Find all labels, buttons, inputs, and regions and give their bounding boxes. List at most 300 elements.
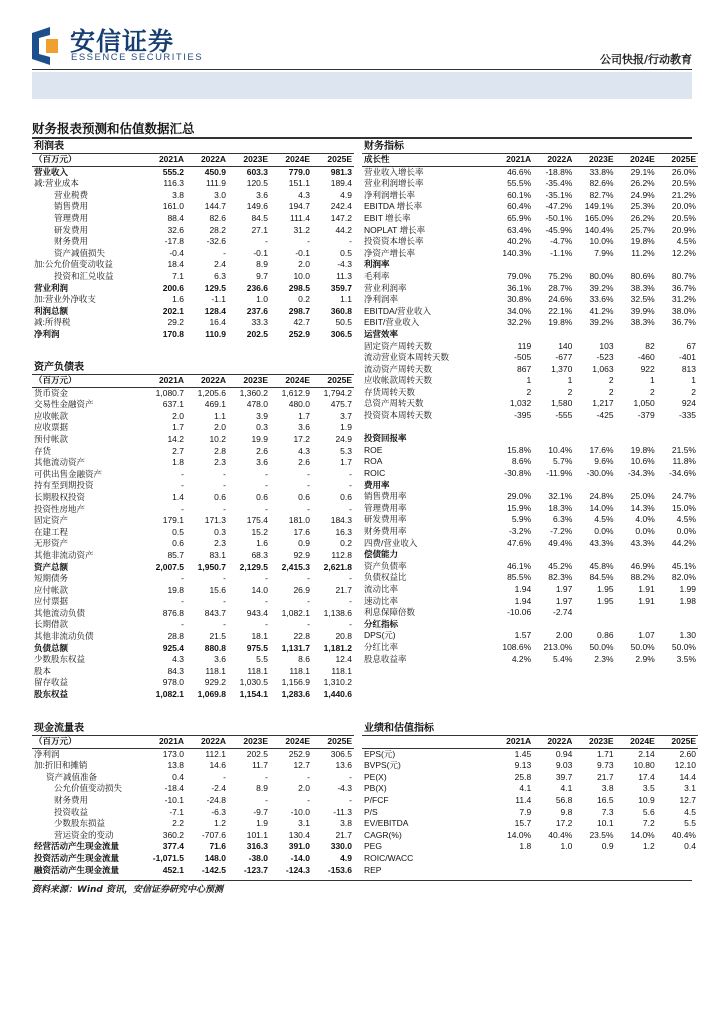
row-value: 2.9% bbox=[635, 653, 655, 664]
row-value: 36.7% bbox=[671, 317, 696, 328]
row-value: 38.0% bbox=[671, 305, 696, 316]
row-value: 330.0 bbox=[330, 841, 352, 852]
row-value: -10.0 bbox=[290, 806, 310, 817]
row-value: -47.2% bbox=[545, 201, 573, 212]
row-value bbox=[492, 865, 533, 877]
row-value: 108.6% bbox=[502, 641, 532, 652]
row-value: 3.6 bbox=[298, 422, 310, 433]
row-value: 1.97 bbox=[555, 595, 573, 606]
table-row bbox=[32, 504, 354, 516]
table-row bbox=[362, 783, 698, 795]
year-header-row bbox=[362, 154, 698, 167]
row-value: 2 bbox=[608, 386, 614, 397]
row-value: 25.3% bbox=[630, 201, 655, 212]
year-header: 2021A bbox=[144, 736, 186, 749]
row-value: 1,138.6 bbox=[323, 607, 352, 618]
row-value: 50.5 bbox=[335, 317, 352, 328]
row-value: 140 bbox=[558, 340, 573, 351]
row-label bbox=[362, 422, 492, 434]
row-value: 149.1% bbox=[584, 201, 614, 212]
row-label: 净利润率 bbox=[364, 294, 399, 305]
row-value: 63.4% bbox=[507, 224, 532, 235]
row-value: 21.5% bbox=[671, 444, 696, 455]
row-value: 17.2 bbox=[555, 818, 573, 829]
table-row bbox=[362, 364, 698, 376]
panel-title-label: 资产负债表 bbox=[34, 362, 84, 373]
row-value: 1.71 bbox=[597, 748, 614, 759]
row-value: 6.3 bbox=[214, 270, 226, 281]
row-value: 120.5 bbox=[246, 178, 268, 189]
year-header-row bbox=[32, 154, 354, 167]
table-row bbox=[362, 445, 698, 457]
row-value: 3.8 bbox=[340, 818, 352, 829]
row-value: 110.9 bbox=[205, 328, 226, 339]
row-value: 3.0 bbox=[214, 189, 226, 200]
row-value: 14.6 bbox=[209, 760, 226, 771]
table-row bbox=[362, 248, 698, 260]
row-value: - bbox=[265, 236, 268, 247]
row-label: 投资资本周转天数 bbox=[364, 410, 433, 421]
row-value: 19.8 bbox=[167, 584, 184, 595]
row-value: 56.8 bbox=[555, 794, 573, 805]
row-value: 29.1% bbox=[630, 166, 655, 177]
row-value: 5.9% bbox=[511, 514, 532, 525]
year-header: 2021A bbox=[492, 736, 533, 749]
row-value: -124.3 bbox=[285, 864, 310, 875]
table-row bbox=[32, 643, 354, 655]
group-header bbox=[362, 480, 698, 492]
row-value: 18.4 bbox=[167, 259, 184, 270]
row-value: - bbox=[223, 596, 226, 607]
row-value: 12.7 bbox=[679, 794, 696, 805]
table-row bbox=[32, 772, 354, 784]
table-row bbox=[32, 178, 354, 190]
row-value: 36.7% bbox=[671, 282, 696, 293]
row-value: 45.8% bbox=[589, 560, 614, 571]
table-row bbox=[32, 608, 354, 620]
row-value: 978.0 bbox=[162, 677, 184, 688]
row-value: 181.0 bbox=[288, 515, 310, 526]
row-value: 2.3 bbox=[214, 457, 226, 468]
panel-title bbox=[32, 722, 354, 736]
row-label: 销售费用率 bbox=[364, 491, 407, 502]
row-value: 17.2 bbox=[293, 433, 310, 444]
row-value: 9.73 bbox=[597, 760, 614, 771]
row-value: 0.0% bbox=[594, 526, 614, 536]
row-value: 49.4% bbox=[548, 537, 573, 548]
row-value: 0.4 bbox=[684, 841, 696, 852]
row-value: 2.2 bbox=[172, 818, 184, 829]
row-value: -10.1 bbox=[164, 794, 184, 805]
row-value: 5.4% bbox=[553, 653, 573, 664]
row-value: -18.8% bbox=[545, 166, 573, 177]
row-value: 0.0% bbox=[635, 526, 655, 536]
year-header: 2024E bbox=[270, 154, 312, 167]
row-value: 2.6 bbox=[256, 445, 268, 456]
row-value: - bbox=[223, 573, 226, 584]
header-divider bbox=[32, 69, 692, 70]
row-value: 922 bbox=[640, 363, 655, 374]
table-row bbox=[32, 830, 354, 842]
row-value: 1,080.7 bbox=[155, 387, 184, 398]
row-value: 5.5 bbox=[256, 654, 268, 665]
row-label: 加:折旧和摊销 bbox=[34, 760, 88, 771]
table-row bbox=[32, 760, 354, 772]
row-value: -677 bbox=[555, 352, 573, 363]
row-label: 利润总额 bbox=[34, 305, 69, 316]
row-value: 2.14 bbox=[638, 748, 655, 759]
row-value: -1,071.5 bbox=[152, 852, 184, 863]
row-value: 298.5 bbox=[288, 282, 310, 293]
row-label: 研发费用 bbox=[54, 224, 89, 235]
table-row bbox=[362, 456, 698, 468]
table-row bbox=[362, 225, 698, 237]
table-row bbox=[32, 387, 354, 399]
row-value: 4.2% bbox=[511, 653, 532, 664]
row-value: 1.94 bbox=[514, 583, 532, 594]
row-value: -50.1% bbox=[545, 212, 573, 223]
row-value: 40.4% bbox=[671, 829, 696, 840]
row-value: 16.4 bbox=[209, 317, 226, 328]
row-value: -17.8 bbox=[164, 236, 184, 247]
row-value: 2.0 bbox=[298, 783, 310, 794]
row-value: 147.2 bbox=[330, 212, 352, 223]
row-value: 1.9 bbox=[256, 818, 268, 829]
row-label: EBITDA 增长率 bbox=[364, 201, 423, 212]
row-value: - bbox=[349, 771, 352, 782]
row-value: 43.3% bbox=[630, 537, 655, 548]
row-value bbox=[492, 422, 533, 434]
row-value: 34.0% bbox=[507, 305, 532, 316]
row-value: 42.7 bbox=[293, 317, 310, 328]
row-label: 存货周转天数 bbox=[364, 386, 416, 397]
row-label: REP bbox=[364, 864, 382, 875]
row-value: 28.8 bbox=[167, 631, 184, 642]
row-value: 1,069.8 bbox=[197, 689, 226, 700]
row-value: 1 bbox=[567, 375, 573, 386]
row-label: 流动营业资本周转天数 bbox=[364, 352, 450, 363]
row-label: 其他非流动负债 bbox=[34, 631, 94, 642]
row-value: 1.1 bbox=[214, 410, 226, 421]
row-label: 应付票据 bbox=[34, 596, 69, 607]
row-label: 研发费用率 bbox=[364, 514, 407, 525]
table-row bbox=[362, 341, 698, 353]
row-label: 固定资产周转天数 bbox=[364, 340, 433, 351]
balance-sheet-table bbox=[32, 361, 354, 701]
row-value: 24.6% bbox=[548, 294, 573, 305]
row-value: 46.1% bbox=[507, 560, 532, 571]
table-row bbox=[362, 317, 698, 329]
row-value: 5.6 bbox=[642, 806, 655, 817]
year-header-row bbox=[362, 736, 698, 749]
row-value: 1.07 bbox=[638, 630, 655, 641]
row-value: 20.0% bbox=[671, 201, 696, 212]
row-label: BVPS(元) bbox=[364, 760, 401, 771]
row-label: DPS(元) bbox=[364, 630, 396, 641]
row-value: - bbox=[349, 619, 352, 630]
row-value: 43.3% bbox=[589, 537, 614, 548]
year-header: 2025E bbox=[312, 736, 354, 749]
table-row bbox=[32, 585, 354, 597]
row-value: - bbox=[181, 619, 184, 630]
row-label: 投资性房地产 bbox=[34, 503, 86, 514]
row-value: 84.5% bbox=[589, 572, 614, 583]
row-label: 无形资产 bbox=[34, 538, 69, 549]
row-value: 7.1 bbox=[172, 270, 184, 281]
row-value: 40.4% bbox=[548, 829, 573, 840]
row-value: 0.9 bbox=[298, 538, 310, 549]
row-label: 销售费用 bbox=[54, 201, 89, 212]
year-header: 2024E bbox=[270, 736, 312, 749]
row-value: -14.0 bbox=[290, 852, 310, 863]
row-value: 1,082.1 bbox=[155, 689, 184, 700]
row-value bbox=[492, 853, 533, 865]
year-header: 2023E bbox=[574, 736, 615, 749]
table-row bbox=[32, 619, 354, 631]
group-header bbox=[362, 619, 698, 631]
row-value: 11.3 bbox=[336, 270, 352, 281]
row-value: 111.4 bbox=[289, 212, 310, 223]
row-value: -3.2% bbox=[508, 526, 532, 536]
row-value: 360.8 bbox=[330, 305, 352, 316]
row-value: 118.1 bbox=[289, 665, 310, 676]
row-value: 1.99 bbox=[679, 583, 696, 594]
table-row bbox=[362, 841, 698, 853]
row-value: 3.7 bbox=[340, 410, 352, 421]
row-value: 0.5 bbox=[340, 247, 352, 258]
row-value: - bbox=[307, 596, 310, 607]
row-value: 45.2% bbox=[548, 560, 573, 571]
row-label: 营业利润 bbox=[34, 282, 69, 293]
row-value: -505 bbox=[514, 352, 532, 363]
row-value: - bbox=[349, 503, 352, 514]
row-value: 1,612.9 bbox=[281, 387, 310, 398]
row-value: -425 bbox=[596, 410, 614, 421]
row-value: 24.8% bbox=[589, 491, 614, 502]
row-value bbox=[574, 853, 615, 865]
row-value: 11.8% bbox=[672, 456, 696, 467]
table-row bbox=[362, 584, 698, 596]
row-value: 6.3% bbox=[553, 514, 573, 525]
row-value: 3.9 bbox=[256, 410, 268, 421]
group-header bbox=[362, 259, 698, 271]
year-header-row bbox=[32, 375, 354, 388]
row-value: 118.1 bbox=[205, 665, 226, 676]
row-label: 财务费用率 bbox=[364, 526, 407, 536]
row-value: 2.60 bbox=[679, 748, 696, 759]
row-label: 加:公允价值变动收益 bbox=[34, 259, 113, 270]
table-row bbox=[32, 865, 354, 877]
row-value: 19.8% bbox=[548, 317, 573, 328]
row-value: 478.0 bbox=[246, 399, 268, 410]
table-row bbox=[362, 375, 698, 387]
row-value: 1,156.9 bbox=[281, 677, 310, 688]
row-value: - bbox=[265, 619, 268, 630]
row-value: 1.6 bbox=[256, 538, 268, 549]
row-value: 19.8% bbox=[630, 236, 655, 247]
table-row bbox=[362, 538, 698, 550]
row-value: 7.9 bbox=[519, 806, 532, 817]
table-row bbox=[32, 213, 354, 225]
row-value: 148.0 bbox=[204, 852, 226, 863]
panel-title bbox=[32, 361, 354, 375]
table-row bbox=[362, 760, 698, 772]
row-value: 3.8 bbox=[172, 189, 184, 200]
essence-logo-icon bbox=[32, 27, 58, 65]
row-value: 3.5% bbox=[676, 653, 696, 664]
row-value: 21.5 bbox=[209, 631, 226, 642]
row-label: 在建工程 bbox=[34, 526, 69, 537]
row-value: 1.91 bbox=[638, 595, 655, 606]
row-value: 85.5% bbox=[507, 572, 532, 583]
row-value: 11.7 bbox=[252, 760, 268, 771]
row-value: 44.2 bbox=[335, 224, 352, 235]
year-header: 2023E bbox=[574, 154, 615, 167]
year-header: 2021A bbox=[144, 375, 186, 388]
row-label: 公允价值变动损失 bbox=[54, 783, 123, 794]
row-value: 50.0% bbox=[630, 641, 655, 652]
row-value: 19.8% bbox=[630, 444, 655, 455]
row-value: 480.0 bbox=[288, 399, 310, 410]
row-label: 应收帐款周转天数 bbox=[364, 375, 433, 386]
row-value: 22.8 bbox=[293, 631, 310, 642]
row-value: 1.97 bbox=[555, 583, 573, 594]
row-value: 1,050 bbox=[633, 398, 655, 409]
table-row bbox=[362, 491, 698, 503]
row-label: 分红比率 bbox=[364, 641, 399, 652]
table-row bbox=[362, 526, 698, 538]
row-value: 813 bbox=[681, 363, 696, 374]
row-value: 101.1 bbox=[246, 829, 268, 840]
row-value: 0.6 bbox=[340, 491, 352, 502]
row-value: - bbox=[349, 480, 352, 491]
row-value: 173.0 bbox=[162, 748, 184, 759]
row-value: -0.4 bbox=[169, 247, 184, 258]
row-value: 28.7% bbox=[548, 282, 573, 293]
row-value: 1,205.6 bbox=[197, 387, 226, 398]
row-value: - bbox=[265, 771, 268, 782]
table-row bbox=[32, 329, 354, 341]
row-label: 净利润 bbox=[34, 328, 60, 339]
row-label: 流动资产周转天数 bbox=[364, 363, 433, 374]
row-value: 19.9 bbox=[251, 433, 268, 444]
table-row bbox=[32, 399, 354, 411]
row-value: 359.7 bbox=[330, 282, 352, 293]
row-value: 1,360.2 bbox=[239, 387, 268, 398]
row-value: -34.6% bbox=[669, 468, 696, 479]
table-row bbox=[32, 166, 354, 178]
row-value: 0.6 bbox=[214, 491, 226, 502]
row-value: 2.7 bbox=[172, 445, 184, 456]
row-value: 47.6% bbox=[507, 537, 532, 548]
table-row bbox=[362, 213, 698, 225]
row-value: 10.6% bbox=[630, 456, 655, 467]
row-value: -9.7 bbox=[253, 806, 268, 817]
row-value: 140.3% bbox=[502, 247, 532, 258]
table-row bbox=[32, 596, 354, 608]
row-value: - bbox=[307, 573, 310, 584]
row-value: 1,131.7 bbox=[281, 642, 310, 653]
row-label: 营运资金的变动 bbox=[54, 829, 114, 840]
row-value: -4.3 bbox=[337, 259, 352, 270]
row-value: - bbox=[265, 596, 268, 607]
table-row bbox=[362, 607, 698, 619]
row-value: 112.1 bbox=[205, 748, 226, 759]
year-header: 2024E bbox=[616, 736, 657, 749]
table-row bbox=[362, 853, 698, 865]
row-value: 7.3 bbox=[601, 806, 614, 817]
row-value: 3.6 bbox=[256, 457, 268, 468]
row-value: -45.9% bbox=[545, 224, 573, 235]
row-value: 9.7 bbox=[256, 270, 268, 281]
panel-title bbox=[32, 140, 354, 154]
group-name: 费用率 bbox=[364, 479, 390, 490]
row-value: 1,082.1 bbox=[281, 607, 310, 618]
row-value: 44.2% bbox=[671, 537, 696, 548]
table-row bbox=[32, 294, 354, 306]
table-row bbox=[32, 434, 354, 446]
row-value: 555.2 bbox=[162, 166, 184, 177]
row-value: -379 bbox=[637, 410, 655, 421]
row-value: 876.8 bbox=[162, 607, 184, 618]
table-row bbox=[362, 306, 698, 318]
row-label: 其他流动资产 bbox=[34, 457, 86, 468]
row-label: P/FCF bbox=[364, 794, 389, 805]
table-row bbox=[32, 795, 354, 807]
row-value: 82.3% bbox=[548, 572, 573, 583]
row-value: 16.5 bbox=[597, 794, 614, 805]
row-value: 20.9% bbox=[671, 224, 696, 235]
row-value: 1,181.2 bbox=[323, 642, 352, 653]
row-label: EV/EBITDA bbox=[364, 818, 409, 829]
row-value: 10.9 bbox=[638, 794, 655, 805]
row-value: - bbox=[349, 468, 352, 479]
row-value: 15.8% bbox=[507, 444, 532, 455]
row-value: 179.1 bbox=[162, 515, 184, 526]
row-value: - bbox=[181, 596, 184, 607]
row-value: 213.0% bbox=[543, 641, 573, 652]
row-value: 236.6 bbox=[246, 282, 268, 293]
row-label: PEG bbox=[364, 841, 382, 852]
table-row bbox=[32, 446, 354, 458]
row-value: 119 bbox=[517, 340, 532, 351]
row-value: 0.6 bbox=[256, 491, 268, 502]
row-value: 1 bbox=[526, 375, 532, 386]
row-value: 1.2 bbox=[214, 818, 226, 829]
table-row bbox=[32, 562, 354, 574]
row-value: 55.5% bbox=[507, 178, 532, 189]
row-value: 202.5 bbox=[246, 328, 268, 339]
row-label: EBIT 增长率 bbox=[364, 212, 411, 223]
row-label: 营业利润增长率 bbox=[364, 178, 424, 189]
row-label: 净资产增长率 bbox=[364, 247, 416, 258]
row-value: -6.3 bbox=[211, 806, 226, 817]
row-value: -0.1 bbox=[295, 247, 310, 258]
row-label: 可供出售金融资产 bbox=[34, 468, 103, 479]
row-value: 20.8 bbox=[335, 631, 352, 642]
row-value: -395 bbox=[514, 410, 532, 421]
row-value: 3.5 bbox=[642, 783, 655, 794]
row-value: 14.2 bbox=[167, 433, 184, 444]
row-value: 50.0% bbox=[589, 641, 614, 652]
table-row bbox=[32, 236, 354, 248]
table-row bbox=[32, 201, 354, 213]
row-value: 0.0% bbox=[676, 526, 696, 536]
row-value: 36.1% bbox=[507, 282, 532, 293]
year-header: 2025E bbox=[312, 375, 354, 388]
row-value: 7.2 bbox=[642, 818, 655, 829]
row-label: 投资和汇兑收益 bbox=[54, 270, 114, 281]
